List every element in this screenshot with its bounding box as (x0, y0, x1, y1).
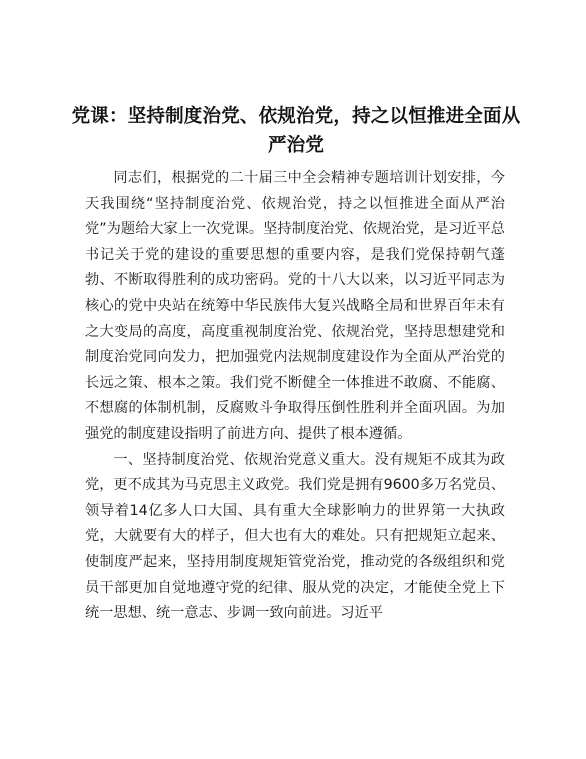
document-title: 党课：坚持制度治党、依规治党，持之以恒推进全面从严治党 (71, 106, 521, 156)
paragraph-section-one: 一、坚持制度治党、依规治党意义重大。没有规矩不成其为政党，更不成其为马克思主义政党。我们党是拥有9600多万名党员、领导着14亿多人口大国、具有重大全球影响力的世界第一大执政党，大就要有大的样子，但大也有大的难处。只有把规矩立起来、使制度严起来，坚持用制度规矩管党治党，推动党的各级组织和党员干部更加自觉地遵守党的纪律、服从党的决定，才能使全党上下统一思想、统一意志、步调一致向前进。习近平 (85, 451, 505, 622)
document-body (85, 166, 505, 627)
paragraph-intro: 同志们，根据党的二十届三中全会精神专题培训计划安排，今天我围绕“坚持制度治党、依规治党，持之以恒推进全面从严治党”为题给大家上一次党课。坚持制度治党、依规治党，是习近平总书记关于党的建设的重要思想的重要内容，是我们党保持朝气蓬勃、不断取得胜利的成功密码。党的十八大以来，以习近平同志为核心的党中央站在统筹中华民族伟大复兴战略全局和世界百年未有之大变局的高度，高度重视制度治党、依规治党，坚持思想建党和制度治党同向发力，把加强党内法规制度建设作为全面从严治党的长远之策、根本之策。我们党不断健全一体推进不敢腐、不能腐、不想腐的体制机制，反腐败斗争取得压倒性胜利并全面巩固。为加强党的制度建设指明了前进方向、提供了根本遵循。 (85, 170, 505, 442)
